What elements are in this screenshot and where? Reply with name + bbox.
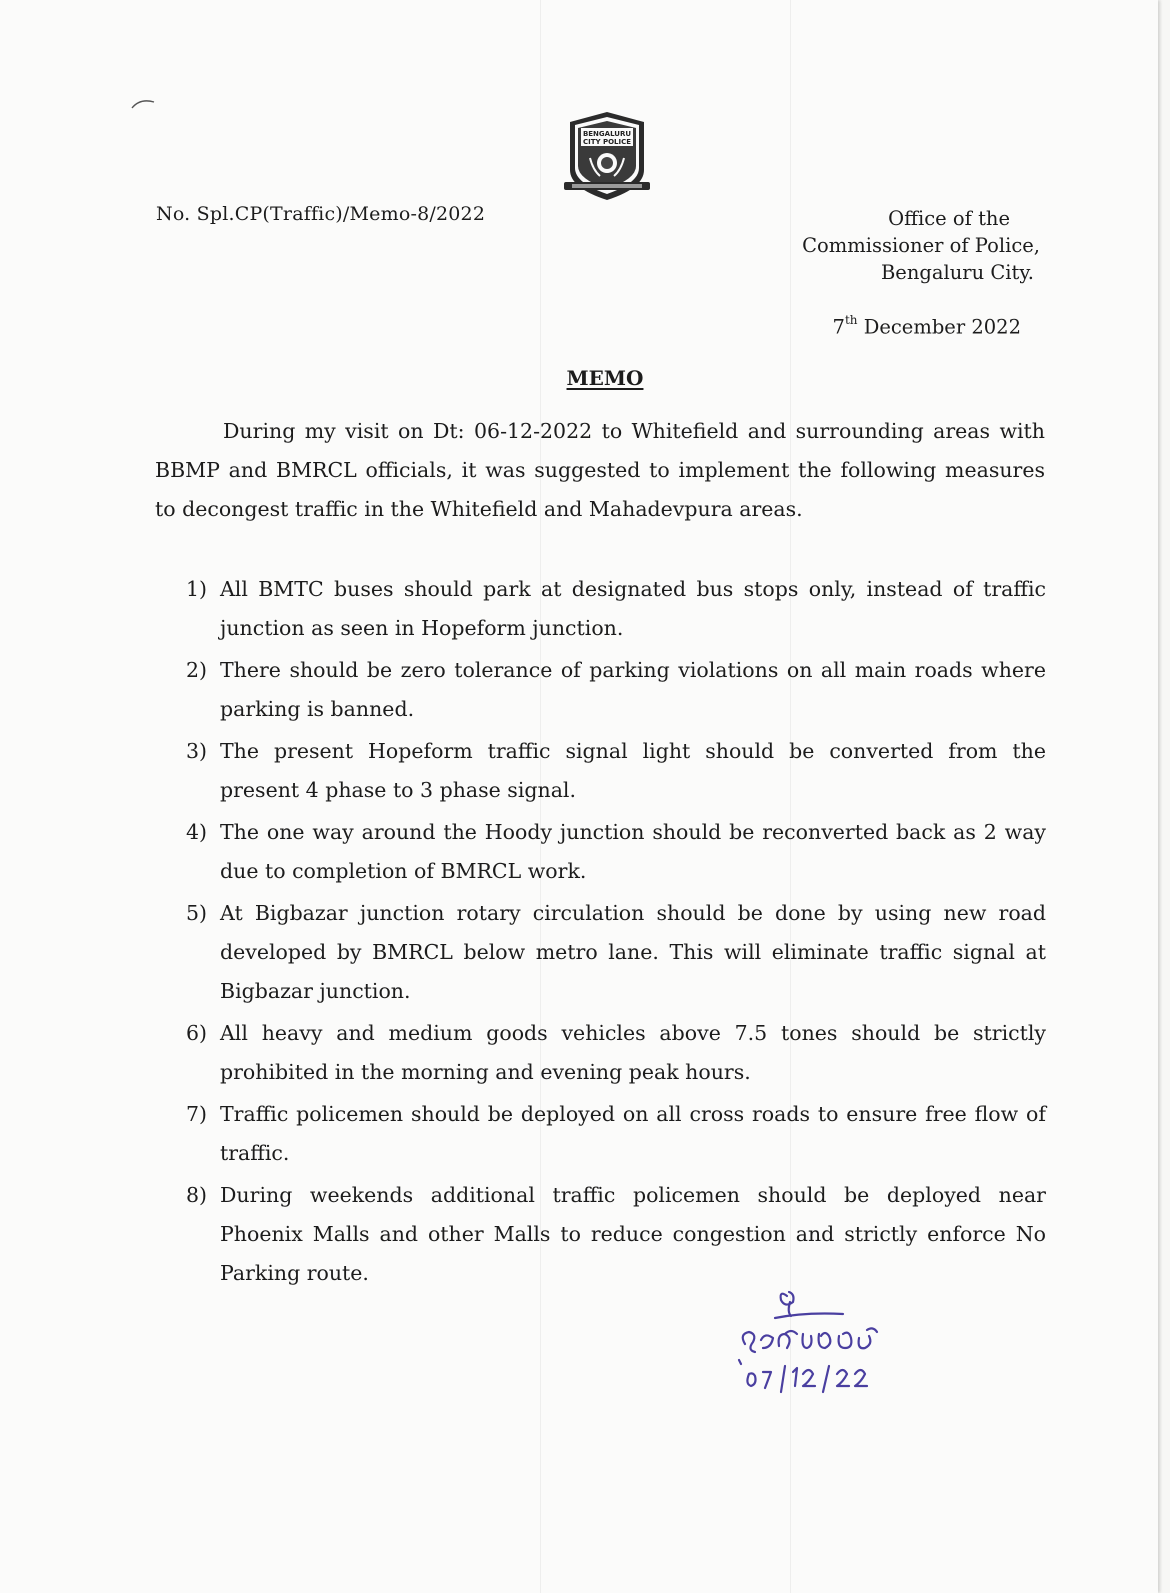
- item-text: At Bigbazar junction rotary circulation should be done by using new road developed by BMRCL below metro lane. This will eliminate traffic signal at Bigbazar junction.: [220, 901, 1046, 1003]
- list-item: [186, 813, 1046, 891]
- office-address: [740, 205, 1040, 286]
- handwritten-dispatch-signature: [735, 1282, 905, 1412]
- item-number: 5): [186, 901, 208, 925]
- office-line: Bengaluru City.: [880, 261, 1034, 284]
- list-item: [186, 1014, 1046, 1092]
- item-text: During weekends additional traffic policemen should be deployed near Phoenix Malls and other Malls to reduce congestion and strictly enforce No Parking route.: [220, 1183, 1046, 1285]
- memo-title: MEMO: [566, 366, 644, 390]
- list-item: [186, 732, 1046, 810]
- list-item: [186, 894, 1046, 1011]
- svg-text:BENGALURU: BENGALURU: [582, 130, 632, 138]
- date-day: 7: [832, 315, 845, 339]
- date-month-year: December 2022: [857, 315, 1021, 339]
- intro-paragraph: During my visit on Dt: 06-12-2022 to Whitefield and surrounding areas with BBMP and BMRCL officials, it was suggested to implement the following measures to decongest traffic in the Whitefield and Mahadevpura areas.: [155, 419, 1045, 521]
- list-item: [186, 1176, 1046, 1293]
- item-text: The one way around the Hoody junction should be reconverted back as 2 way due to completion of BMRCL work.: [220, 820, 1046, 883]
- item-number: 1): [186, 577, 208, 601]
- item-number: 8): [186, 1183, 208, 1207]
- item-number: 4): [186, 820, 208, 844]
- memo-date: [833, 315, 1021, 339]
- item-number: 6): [186, 1021, 208, 1045]
- item-number: 2): [186, 658, 208, 682]
- list-item: [186, 651, 1046, 729]
- date-suffix: th: [844, 313, 858, 327]
- item-text: Traffic policemen should be deployed on all cross roads to ensure free flow of traffic.: [220, 1102, 1046, 1165]
- list-item: [186, 570, 1046, 648]
- scan-artifact-mark: [130, 96, 156, 110]
- item-text: All heavy and medium goods vehicles above 7.5 tones should be strictly prohibited in the morning and evening peak hours.: [220, 1021, 1046, 1084]
- office-line: Commissioner of Police,: [802, 234, 1040, 257]
- list-item: [186, 1095, 1046, 1173]
- item-number: 7): [186, 1102, 208, 1126]
- office-line: Office of the: [888, 207, 1010, 230]
- item-text: There should be zero tolerance of parking violations on all main roads where parking is banned.: [220, 658, 1046, 721]
- svg-text:CITY POLICE: CITY POLICE: [582, 138, 632, 146]
- reference-number: No. Spl.CP(Traffic)/Memo-8/2022: [156, 203, 486, 225]
- item-text: All BMTC buses should park at designated bus stops only, instead of traffic junction as seen in Hopeform junction.: [220, 577, 1046, 640]
- item-number: 3): [186, 739, 208, 763]
- measures-list: [186, 570, 1046, 1296]
- police-emblem-logo: [562, 110, 652, 202]
- item-text: The present Hopeform traffic signal light should be converted from the present 4 phase to 3 phase signal.: [220, 739, 1046, 802]
